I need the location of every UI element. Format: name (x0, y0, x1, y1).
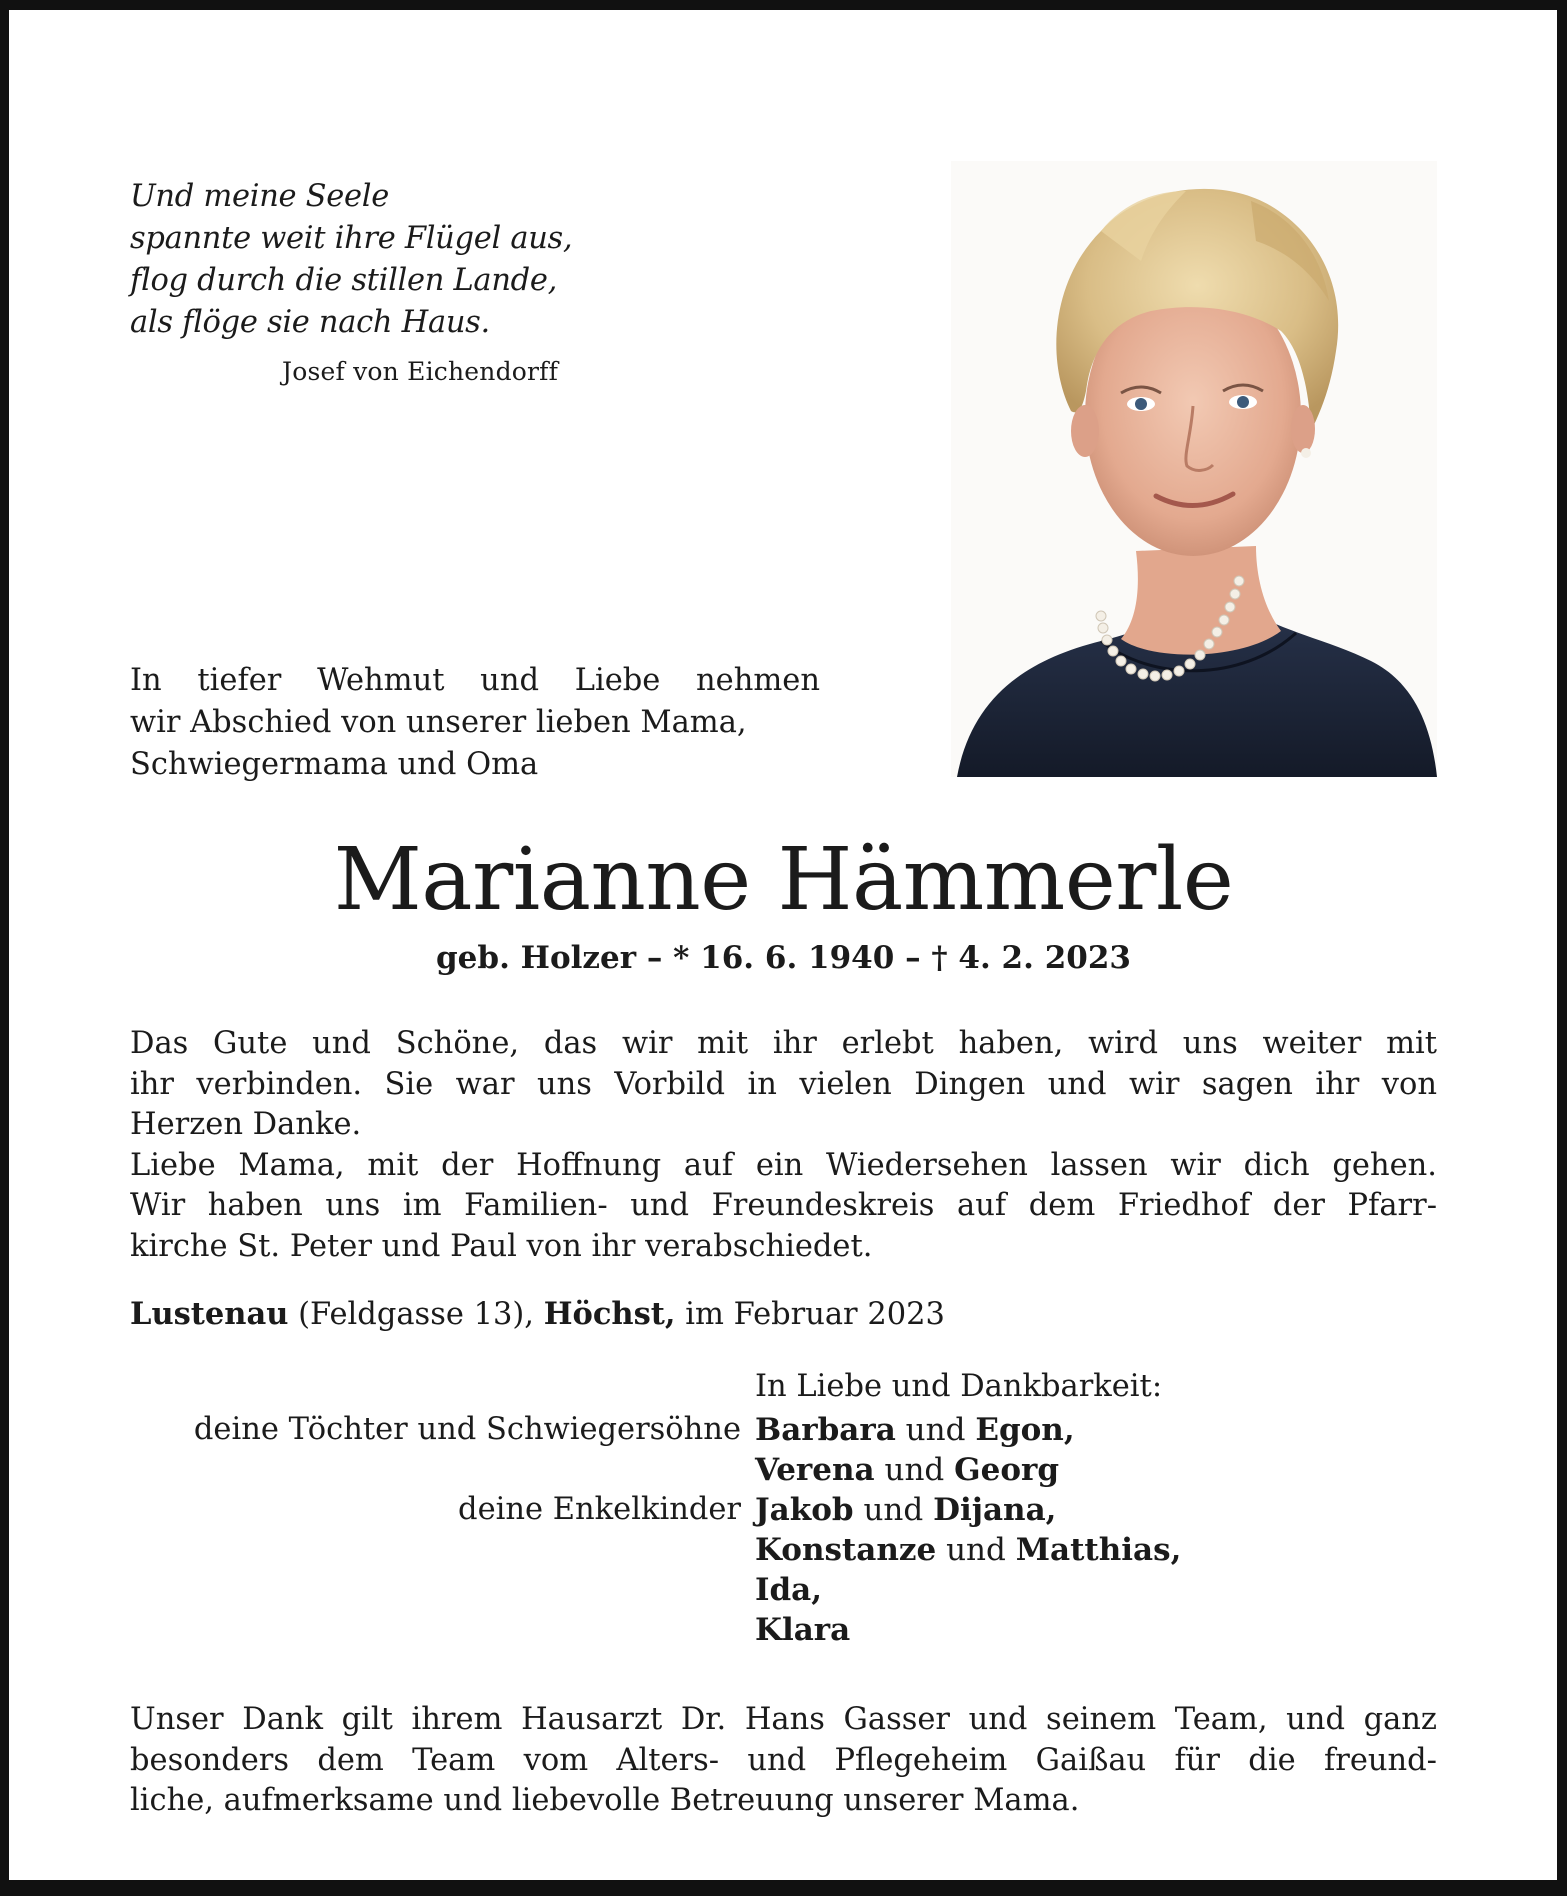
deceased-name: Marianne Hämmerle (333, 830, 1234, 930)
message-line: Das Gute und Schöne, das wir mit ihr erlebt haben, wird uns weiter mit (130, 1026, 1437, 1061)
family-name-row (755, 1570, 822, 1610)
family-name-row (755, 1490, 1056, 1530)
portrait-illustration (951, 161, 1437, 777)
and-word: und (863, 1492, 924, 1528)
poem-line: Und meine Seele (130, 179, 389, 214)
poem-line: flog durch die stillen Lande, (130, 263, 558, 298)
message-line: Wir haben uns im Familien- und Freundeskreis auf dem Friedhof der Pfarr- (130, 1188, 1437, 1223)
month-year: im Februar 2023 (685, 1297, 945, 1332)
name: Georg (954, 1452, 1060, 1488)
town-hoechst: Höchst, (543, 1296, 676, 1332)
intro-line: wir Abschied von unserer lieben Mama, (130, 705, 747, 740)
place-and-date (130, 1294, 945, 1335)
and-word: und (946, 1532, 1006, 1568)
portrait-photo (951, 161, 1437, 777)
daughters-label: deine Töchter und Schwiegersöhne (193, 1412, 741, 1447)
and-word: und (884, 1452, 945, 1488)
intro-line: Schwiegermama und Oma (130, 747, 539, 782)
message-line: kirche St. Peter und Paul von ihr verabschiedet. (130, 1228, 873, 1264)
intro-line: In tiefer Wehmut und Liebe nehmen (130, 663, 820, 698)
closing-thanks (130, 1700, 1437, 1822)
town-lustenau: Lustenau (130, 1296, 289, 1332)
name: Egon, (975, 1412, 1075, 1448)
poem-line: spannte weit ihre Flügel aus, (130, 221, 573, 256)
closing-line: besonders dem Team vom Alters- und Pflegeheim Gaißau für die freund- (130, 1742, 1437, 1778)
family-name-row (755, 1410, 1075, 1450)
poem-author: Josef von Eichendorff (282, 357, 559, 386)
name: Dijana, (933, 1492, 1057, 1528)
message-line: ihr verbinden. Sie war uns Vorbild in vielen Dingen und wir sagen ihr von (130, 1066, 1437, 1102)
family-heading: In Liebe und Dankbarkeit: (755, 1369, 1163, 1404)
poem (130, 176, 572, 344)
message-text (130, 1024, 1437, 1267)
name: Ida, (755, 1572, 823, 1608)
message-line: Liebe Mama, mit der Hoffnung auf ein Wiedersehen lassen wir dich gehen. (130, 1147, 1437, 1183)
name: Barbara (755, 1412, 896, 1448)
name: Klara (755, 1612, 851, 1648)
closing-line: liche, aufmerksame und liebevolle Betreuung unserer Mama. (130, 1783, 1080, 1818)
family-name-row (755, 1450, 1059, 1490)
family-name-row (755, 1530, 1181, 1570)
grandchildren-label: deine Enkelkinder (458, 1492, 741, 1527)
birth-death-dates: geb. Holzer – * 16. 6. 1940 – † 4. 2. 2023 (436, 940, 1131, 976)
name: Matthias, (1015, 1532, 1182, 1568)
poem-line: als flöge sie nach Haus. (130, 305, 490, 340)
and-word: und (905, 1412, 966, 1448)
intro-text (130, 660, 820, 786)
name: Jakob (755, 1492, 854, 1528)
address: (Feldgasse 13), (298, 1297, 534, 1332)
name: Konstanze (755, 1532, 937, 1568)
message-line: Herzen Danke. (130, 1107, 362, 1142)
name: Verena (755, 1452, 875, 1488)
family-name-row (755, 1610, 850, 1650)
closing-line: Unser Dank gilt ihrem Hausarzt Dr. Hans Gasser und seinem Team, und ganz (130, 1702, 1437, 1737)
